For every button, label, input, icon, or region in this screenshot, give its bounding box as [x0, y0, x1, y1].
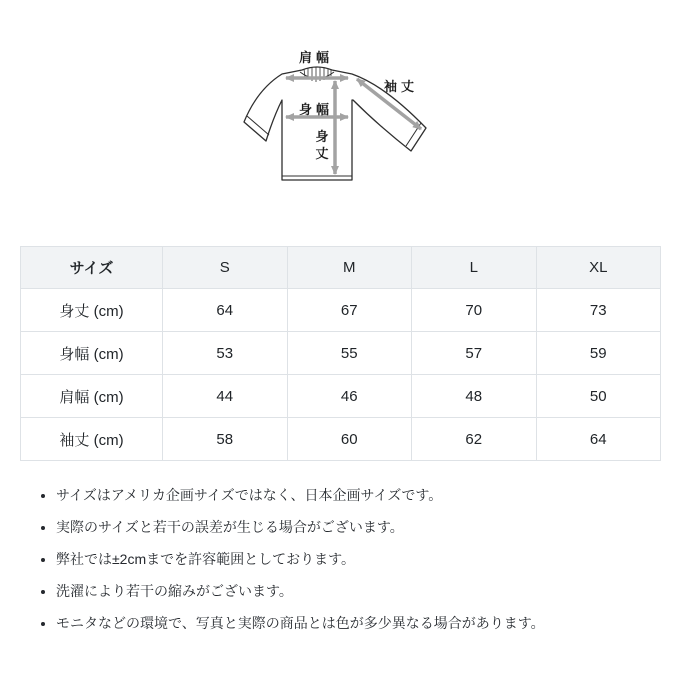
cell-shoulder-width-xl: 50 — [536, 375, 661, 418]
cell-body-length-l: 70 — [412, 289, 537, 332]
note-item: • モニタなどの環境で、写真と実際の商品とは色が多少異なる場合があります。 — [56, 616, 664, 630]
cell-sleeve-length-l: 62 — [412, 418, 537, 461]
note-item: • 洗濯により若干の縮みがございます。 — [56, 584, 664, 598]
size-table — [20, 246, 661, 461]
body-length-label-char1: 身 — [315, 129, 329, 144]
note-item: • サイズはアメリカ企画サイズではなく、日本企画サイズです。 — [56, 488, 664, 502]
notes-section — [20, 488, 664, 648]
shirt-diagram-svg — [220, 38, 470, 210]
cell-body-length-m: 67 — [287, 289, 412, 332]
cell-body-width-s: 53 — [163, 332, 288, 375]
size-table-header-size: サイズ — [21, 247, 163, 289]
cell-body-width-m: 55 — [287, 332, 412, 375]
table-row-body-width — [21, 332, 661, 375]
note-item: • 実際のサイズと若干の誤差が生じる場合がございます。 — [56, 520, 664, 534]
cell-sleeve-length-m: 60 — [287, 418, 412, 461]
cell-body-length-s: 64 — [163, 289, 288, 332]
cell-shoulder-width-s: 44 — [163, 375, 288, 418]
note-item: • 弊社では±2cmまでを許容範囲としております。 — [56, 552, 664, 566]
size-table-header-m: M — [287, 247, 412, 289]
shoulder-width-label: 肩幅 — [298, 50, 334, 65]
cell-body-length-xl: 73 — [536, 289, 661, 332]
body-width-label: 身幅 — [298, 102, 334, 117]
body-length-label-char2: 丈 — [315, 146, 329, 161]
cell-body-width-l: 57 — [412, 332, 537, 375]
row-label-body-width: 身幅 (cm) — [21, 332, 163, 375]
sleeve-length-label: 袖丈 — [383, 79, 419, 94]
cell-shoulder-width-l: 48 — [412, 375, 537, 418]
row-label-sleeve-length: 袖丈 (cm) — [21, 418, 163, 461]
cell-sleeve-length-s: 58 — [163, 418, 288, 461]
cell-sleeve-length-xl: 64 — [536, 418, 661, 461]
table-row-body-length — [21, 289, 661, 332]
size-table-header-s: S — [163, 247, 288, 289]
table-row-shoulder-width — [21, 375, 661, 418]
notes-list — [20, 488, 664, 630]
shirt-measurement-diagram — [220, 38, 470, 210]
row-label-body-length: 身丈 (cm) — [21, 289, 163, 332]
size-table-header-xl: XL — [536, 247, 661, 289]
cell-body-width-xl: 59 — [536, 332, 661, 375]
size-table-header-row — [21, 247, 661, 289]
cell-shoulder-width-m: 46 — [287, 375, 412, 418]
row-label-shoulder-width: 肩幅 (cm) — [21, 375, 163, 418]
table-row-sleeve-length — [21, 418, 661, 461]
size-table-header-l: L — [412, 247, 537, 289]
